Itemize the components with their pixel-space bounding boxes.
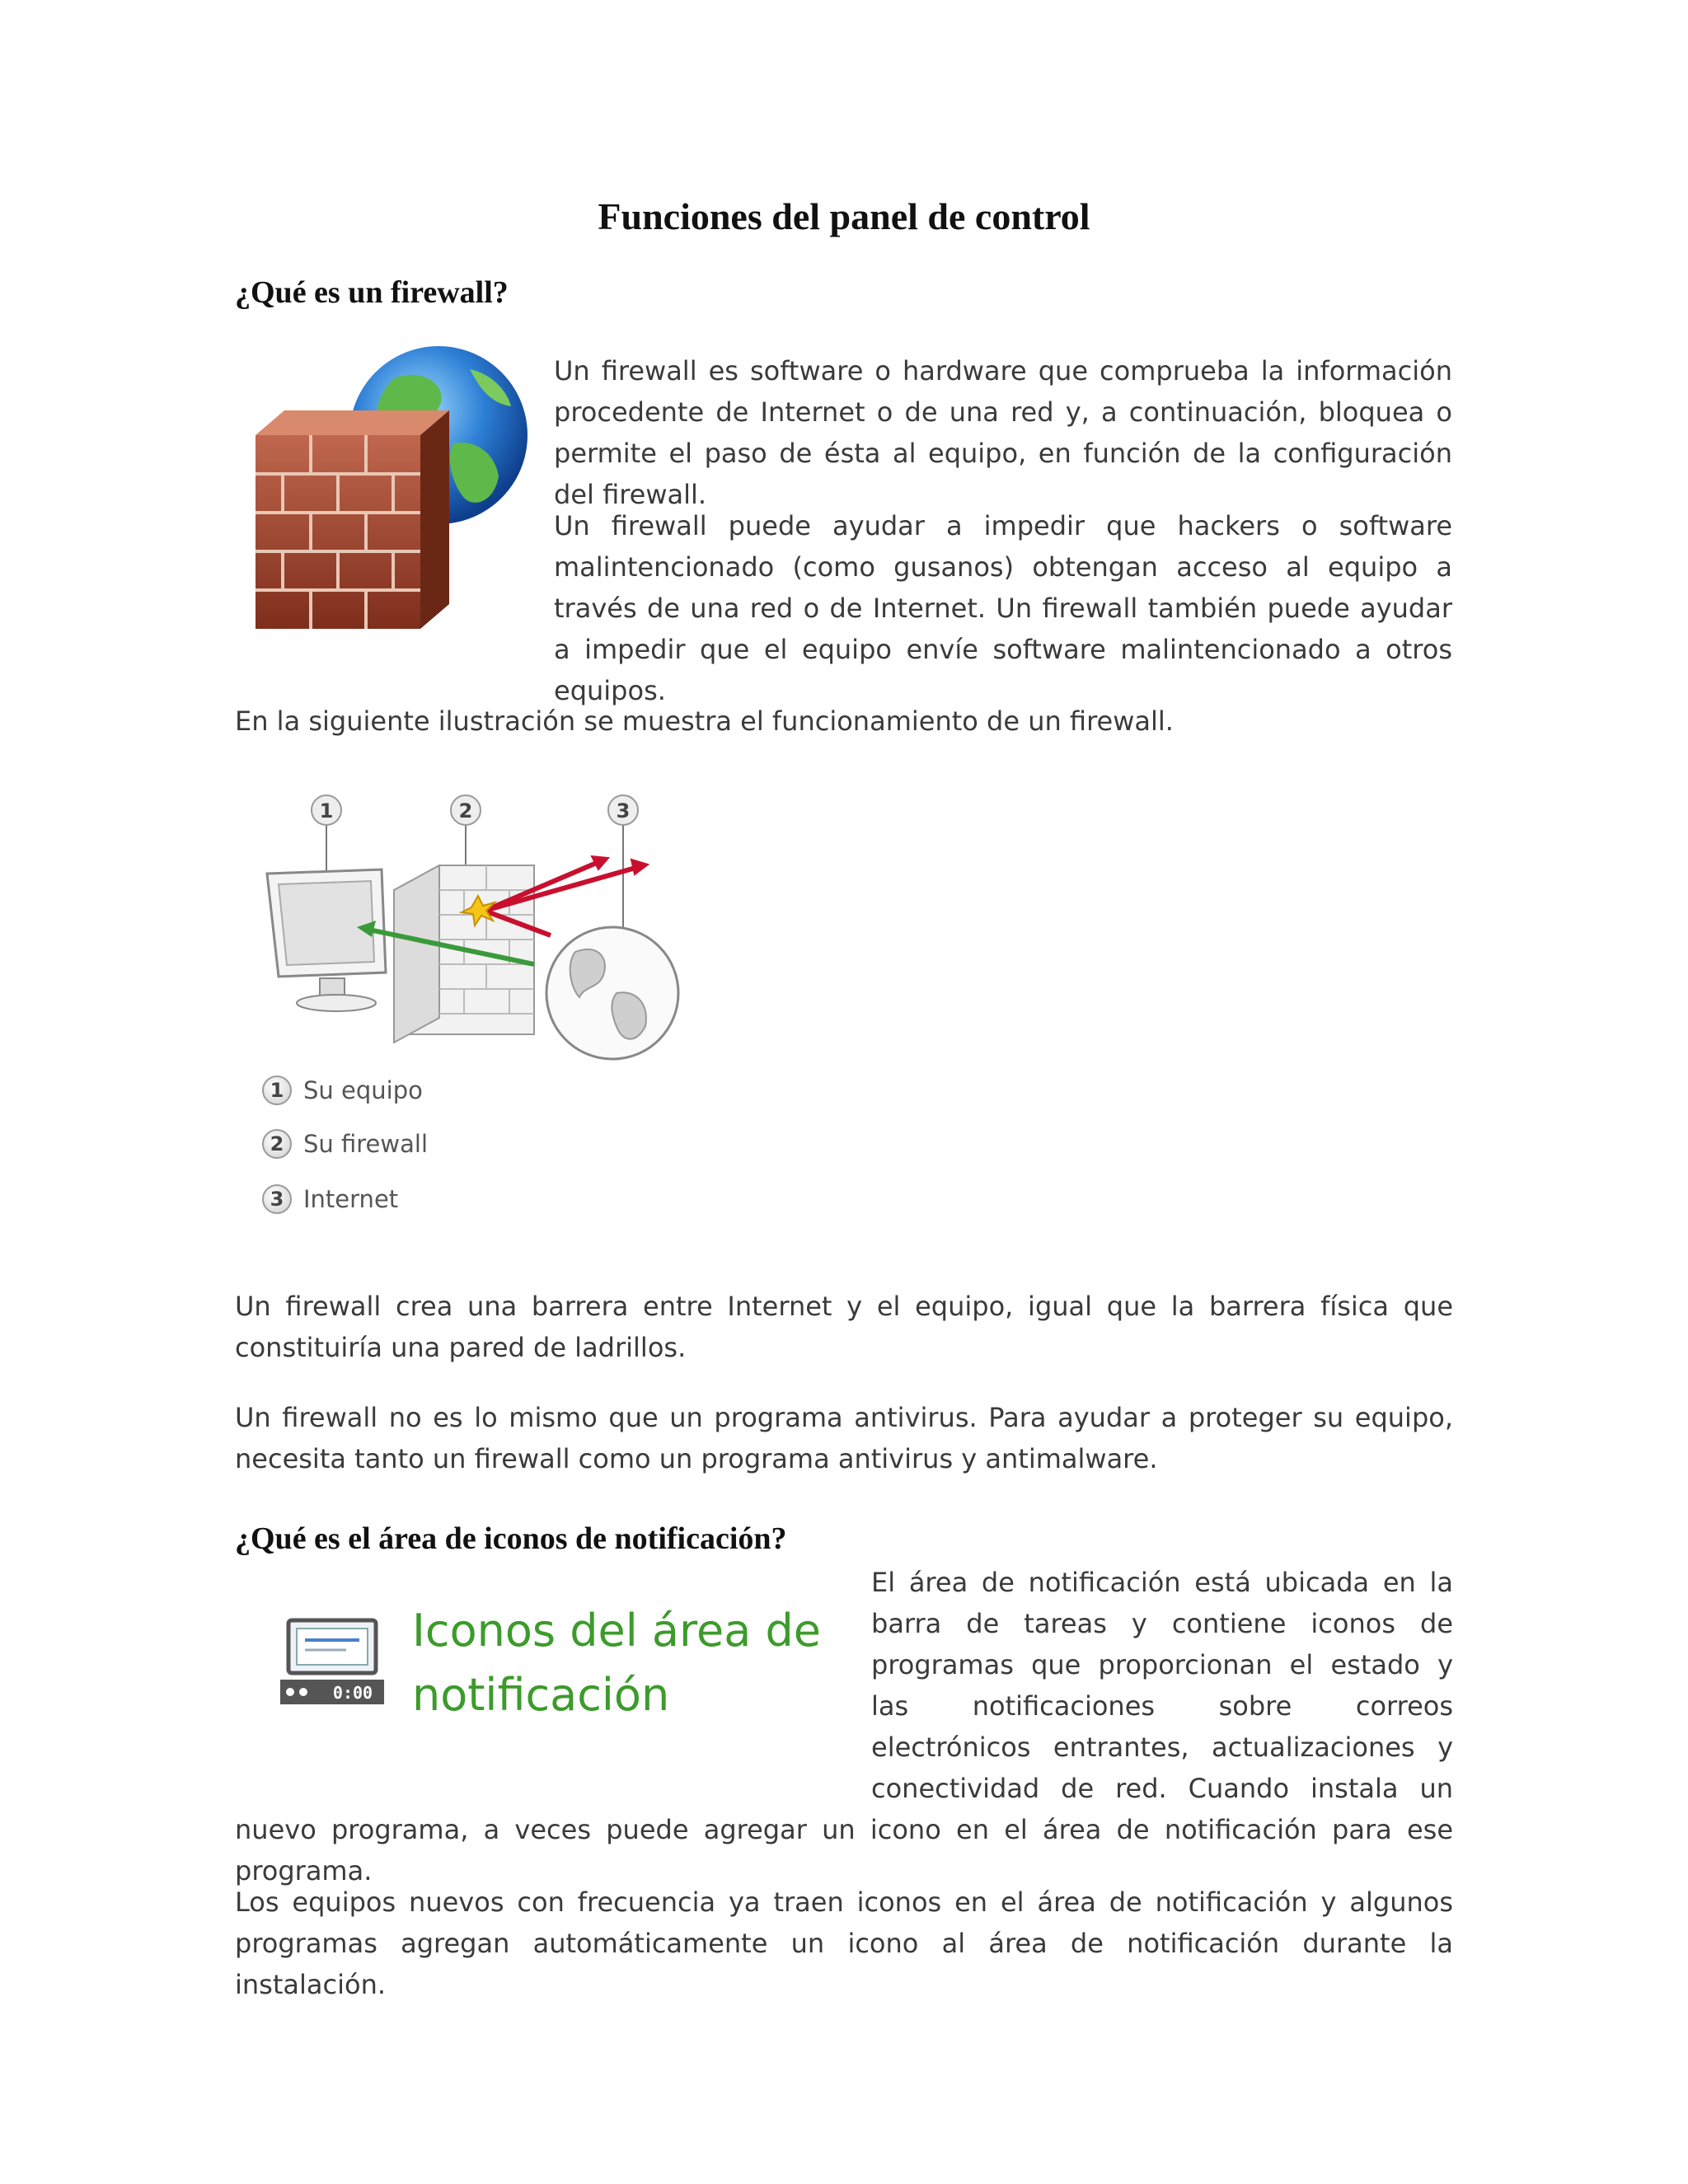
notification-area-paragraph: El área de notificación está ubicada en la barra de tareas y contiene iconos de programas que proporcionan el estado y las notificaciones sobre correos electrónicos entrantes, actualizaciones y conectividad de red. Cuando instala un nuevo programa, a veces puede agregar un icono en el área de notificación para ese programa. (235, 1567, 1453, 1886)
legend-item-internet (262, 1184, 398, 1214)
legend-number: 3 (262, 1184, 292, 1214)
firewall-brick-globe-image (247, 344, 532, 637)
firewall-diagram (262, 787, 691, 1216)
legend-label: Su equipo (303, 1076, 423, 1104)
svg-text:0:00: 0:00 (332, 1683, 373, 1703)
callout-2 (451, 795, 481, 825)
firewall-diagram-illustration (262, 787, 691, 1067)
notification-caption-line1: Iconos del área de (412, 1605, 821, 1657)
antivirus-paragraph: Un firewall no es lo mismo que un programa antivirus. Para ayudar a proteger su equipo, necesita tanto un firewall como un programa antivirus y antimalware. (235, 1402, 1453, 1474)
legend-label: Su firewall (303, 1130, 429, 1158)
firewall-wall-icon (394, 865, 534, 1043)
illustration-intro-paragraph: En la siguiente ilustración se muestra el funcionamiento de un firewall. (235, 705, 1174, 737)
legend-item-su-firewall (262, 1129, 428, 1159)
internet-globe-icon (546, 927, 678, 1059)
barrier-paragraph: Un firewall crea una barrera entre Internet y el equipo, igual que la barrera física que constituiría una pared de ladrillos. (235, 1291, 1453, 1363)
computer-monitor-icon (267, 869, 386, 1011)
page-title: Funciones del panel de control (598, 195, 1090, 237)
legend-number: 1 (262, 1076, 292, 1105)
section-heading-notification-area: ¿Qué es el área de iconos de notificación? (235, 1521, 787, 1556)
brick-wall-globe-icon (247, 344, 532, 637)
firewall-protection-paragraph: Un firewall puede ayudar a impedir que hackers o software malintencionado (como gusanos) obtengan acceso al equipo a través de una red o de Internet. Un firewall también puede ayudar a impedir que el equipo envíe software malintencionado a otros equipos. (554, 510, 1452, 706)
legend-item-su-equipo (262, 1076, 423, 1105)
svg-text:3: 3 (616, 799, 631, 823)
callout-1 (312, 795, 341, 825)
legend-number: 2 (262, 1129, 292, 1159)
notification-paragraph-wrapper (235, 1562, 1453, 1891)
new-computers-paragraph: Los equipos nuevos con frecuencia ya traen iconos en el área de notificación y algunos programas agregan automáticamente un icono al área de notificación durante la instalación. (235, 1886, 1453, 2000)
firewall-definition-paragraph: Un firewall es software o hardware que comprueba la información procedente de Internet o de una red y, a continuación, bloquea o permite el paso de ésta al equipo, en función de la configuración del firewall. (554, 355, 1452, 510)
legend-label: Internet (303, 1185, 399, 1213)
callout-3 (608, 795, 638, 825)
svg-text:2: 2 (458, 799, 473, 823)
notification-caption-line2: notificación (412, 1669, 670, 1721)
section-heading-firewall: ¿Qué es un firewall? (235, 275, 509, 310)
svg-text:1: 1 (319, 799, 334, 823)
